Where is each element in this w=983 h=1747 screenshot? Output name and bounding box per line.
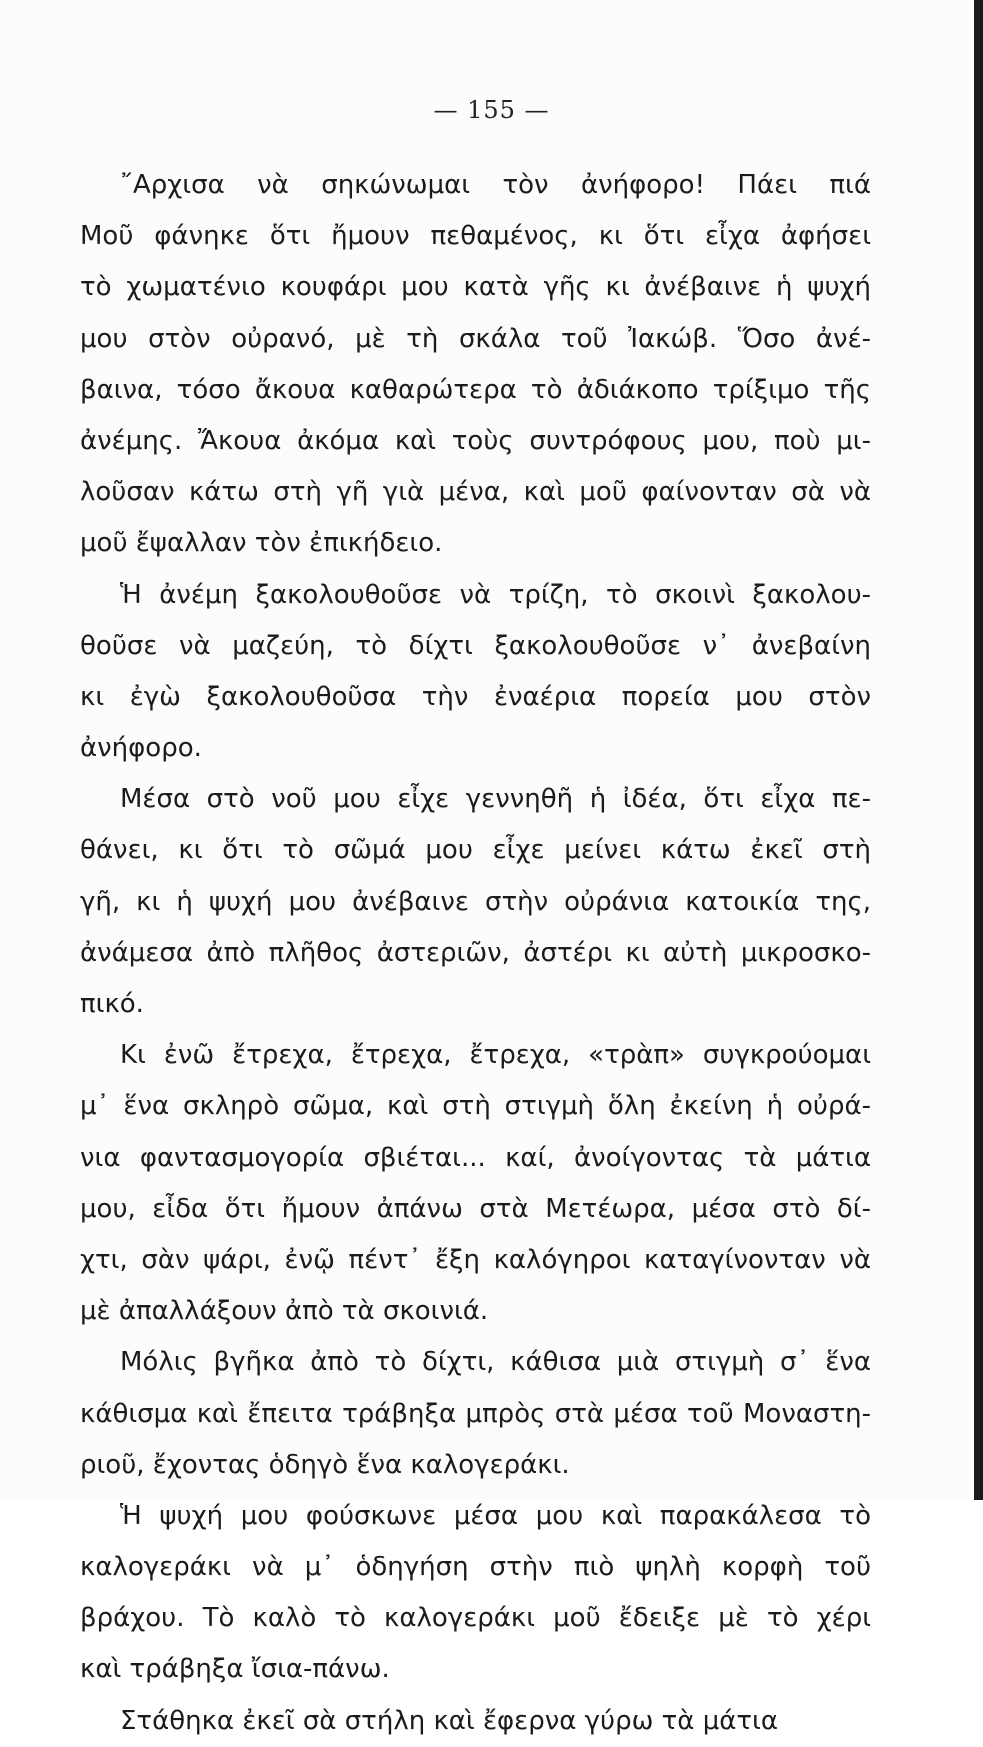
text-line: θοῦσε νὰ μαζεύη, τὸ δίχτι ξακολουθοῦσε ν᾽ ἀνεβαίνη (80, 630, 871, 661)
text-line: ἀνάμεσα ἀπὸ πλῆθος ἀστεριῶν, ἀστέρι κι αὐτὴ μικροσκο- (80, 937, 871, 968)
text-line: ῎Αρχισα νὰ σηκώνωμαι τὸν ἀνήφορο! Πάει πιά (120, 170, 871, 200)
text-line: καὶ τράβηξα ἴσια-πάνω. (80, 1654, 390, 1685)
text-line: κάθισμα καὶ ἔπειτα τράβηξα μπρὸς στὰ μέσα τοῦ Μοναστη- (80, 1398, 871, 1429)
text-line: Στάθηκα ἐκεῖ σὰ στήλη καὶ ἔφερνα γύρω τὰ μάτια (120, 1705, 778, 1736)
text-line: μοῦ ἔψαλλαν τὸν ἐπικήδειο. (80, 528, 443, 559)
text-line: μ᾽ ἕνα σκληρὸ σῶμα, καὶ στὴ στιγμὴ ὅλη ἐκείνη ἡ οὐρά- (80, 1091, 871, 1122)
text-line: γῆ, κι ἡ ψυχή μου ἀνέβαινε στὴν οὐράνια κατοικία της, (80, 886, 871, 917)
text-line: τὸ χωματένιο κουφάρι μου κατὰ γῆς κι ἀνέβαινε ἡ ψυχή (80, 272, 871, 303)
text-line: Κι ἐνῶ ἔτρεχα, ἔτρεχα, ἔτρεχα, «τρὰπ» συγκρούομαι (120, 1040, 871, 1071)
text-line: λοῦσαν κάτω στὴ γῆ γιὰ μένα, καὶ μοῦ φαίνονταν σὰ νὰ (80, 477, 871, 508)
page-number: — 155 — (433, 96, 550, 124)
text-line: Ἡ ἀνέμη ξακολουθοῦσε νὰ τρίζη, τὸ σκοινὶ ξακολου- (120, 579, 871, 610)
text-line: νια φαντασμογορία σβιέται... καί, ἀνοίγοντας τὰ μάτια (80, 1142, 871, 1173)
text-line: ριοῦ, ἔχοντας ὁδηγὸ ἕνα καλογεράκι. (80, 1449, 570, 1480)
text-line: ἀνήφορο. (80, 733, 202, 764)
text-line: βαινα, τόσο ἄκουα καθαρώτερα τὸ ἀδιάκοπο τρίξιμο τῆς (80, 374, 871, 405)
body-text (80, 160, 871, 1747)
text-line: Μοῦ φάνηκε ὅτι ἤμουν πεθαμένος, κι ὅτι εἶχα ἀφήσει (80, 221, 871, 252)
text-line: μου στὸν οὐρανό, μὲ τὴ σκάλα τοῦ Ἰακώβ. Ὅσο ἀνέ- (80, 323, 871, 354)
text-line: Ἡ ψυχή μου φούσκωνε μέσα μου καὶ παρακάλεσα τὸ (120, 1500, 871, 1531)
text-line: βράχου. Τὸ καλὸ τὸ καλογεράκι μοῦ ἔδειξε μὲ τὸ χέρι (80, 1603, 871, 1634)
text-line: μου, εἶδα ὅτι ἤμουν ἀπάνω στὰ Μετέωρα, μέσα στὸ δί- (80, 1193, 871, 1224)
page-edge-shadow (974, 0, 983, 1500)
text-line: κι ἐγὼ ξακολουθοῦσα τὴν ἐναέρια πορεία μου στὸν (80, 681, 871, 712)
text-line: πικό. (80, 989, 144, 1019)
text-line: Μόλις βγῆκα ἀπὸ τὸ δίχτι, κάθισα μιὰ στιγμὴ σ᾽ ἕνα (120, 1347, 871, 1378)
text-line: μὲ ἀπαλλάξουν ἀπὸ τὰ σκοινιά. (80, 1296, 489, 1327)
text-line: Μέσα στὸ νοῦ μου εἶχε γεννηθῆ ἡ ἰδέα, ὅτι εἶχα πε- (120, 784, 871, 815)
text-line: θάνει, κι ὅτι τὸ σῶμά μου εἶχε μείνει κάτω ἐκεῖ στὴ (80, 835, 871, 866)
text-line: ἀνέμης. Ἄκουα ἀκόμα καὶ τοὺς συντρόφους μου, ποὺ μι- (80, 425, 871, 456)
text-line: χτι, σὰν ψάρι, ἐνῷ πέντ᾽ ἔξη καλόγηροι καταγίνονταν νὰ (80, 1244, 871, 1275)
text-line: καλογεράκι νὰ μ᾽ ὁδηγήση στὴν πιὸ ψηλὴ κορφὴ τοῦ (80, 1552, 871, 1583)
